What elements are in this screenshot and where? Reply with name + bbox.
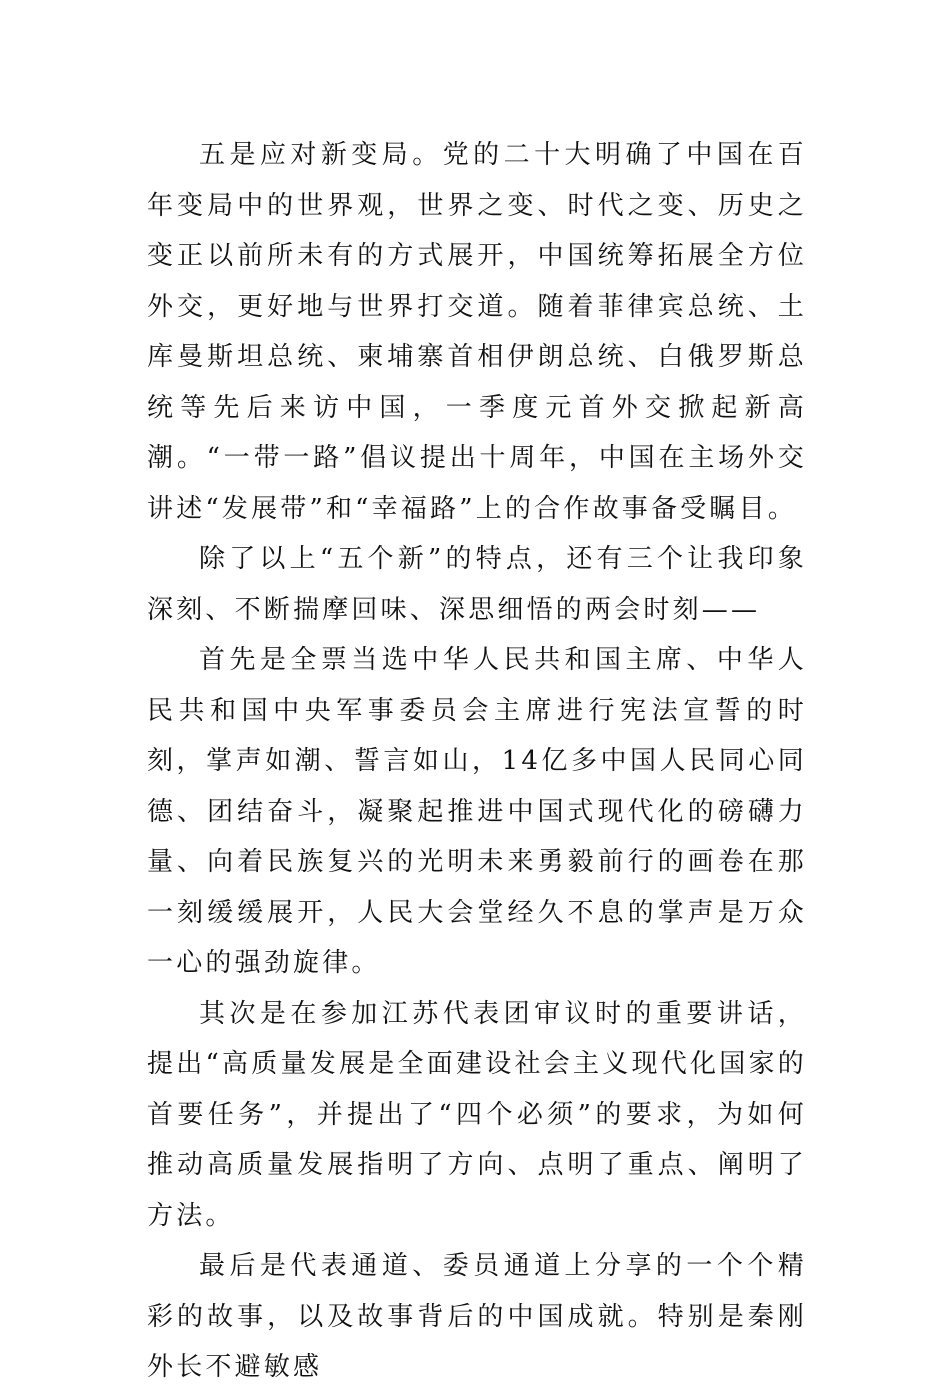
paragraph-last-moment: 最后是代表通道、委员通道上分享的一个个精彩的故事，以及故事背后的中国成就。特别是秦刚外长不避敏感 [147,1251,807,1382]
paragraph-first-moment: 首先是全票当选中华人民共和国主席、中华人民共和国中央军事委员会主席进行宪法宣誓的时刻，掌声如潮、誓言如山，14亿多中国人民同心同德、团结奋斗，凝聚起推进中国式现代化的磅礴力量、向着民族复兴的光明未来勇毅前行的画卷在那一刻缓缓展开，人民大会堂经久不息的掌声是万众一心的强劲旋律。 [147,645,807,978]
paragraph-two-sessions-moments-intro: 除了以上“五个新”的特点，还有三个让我印象深刻、不断揣摩回味、深思细悟的两会时刻—— [147,544,807,625]
paragraph-second-moment: 其次是在参加江苏代表团审议时的重要讲话，提出“高质量发展是全面建设社会主义现代化国家的首要任务”，并提出了“四个必须”的要求，为如何推动高质量发展指明了方向、点明了重点、阐明了方法。 [147,998,807,1231]
paragraph-new-situation: 五是应对新变局。党的二十大明确了中国在百年变局中的世界观，世界之变、时代之变、历史之变正以前所未有的方式展开，中国统筹拓展全方位外交，更好地与世界打交道。随着菲律宾总统、土库曼斯坦总统、柬埔寨首相伊朗总统、白俄罗斯总统等先后来访中国，一季度元首外交掀起新高潮。“一带一路”倡议提出十周年，中国在主场外交讲述“发展带”和“幸福路”上的合作故事备受瞩目。 [147,140,807,524]
document-body [147,130,807,1393]
